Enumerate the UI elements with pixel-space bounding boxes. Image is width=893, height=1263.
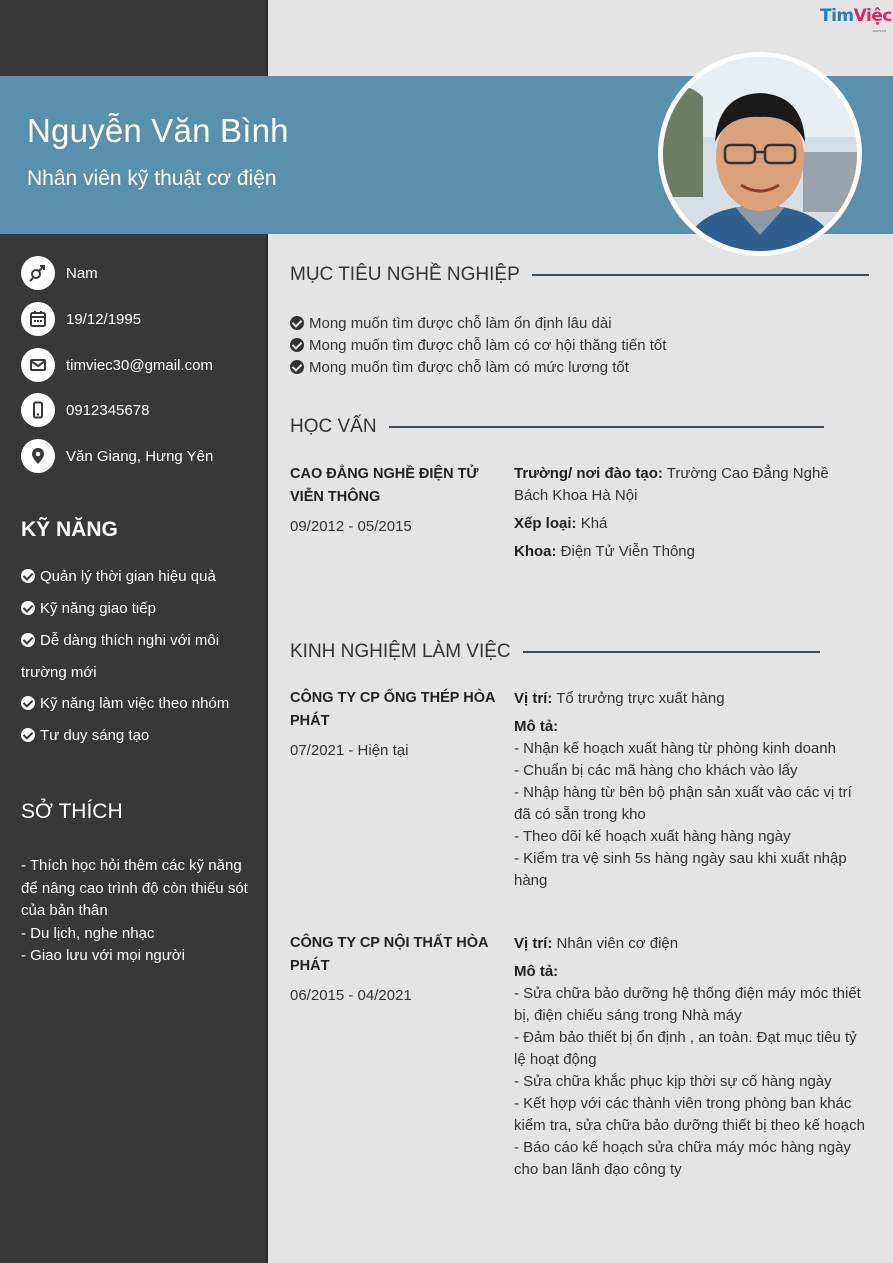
skill-item — [21, 625, 256, 689]
contact-email[interactable] — [21, 348, 261, 382]
logo-subtext: .com.vn — [872, 28, 887, 33]
candidate-job-title: Nhân viên kỹ thuật cơ điện — [27, 167, 277, 190]
skill-label: Dễ dàng thích nghi với môi trường mới — [21, 632, 220, 681]
phone-icon — [21, 393, 55, 427]
job-dates: 07/2021 - Hiện tại — [290, 742, 409, 759]
check-circle-icon — [21, 633, 35, 647]
job-desc-line: - Theo dõi kế hoạch xuất hàng hàng ngày — [514, 828, 791, 845]
job-desc-line: - Báo cáo kế hoạch sửa chữa máy móc hàng ngày cho ban lãnh đạo công ty — [514, 1139, 851, 1178]
hobbies-heading: SỞ THÍCH — [21, 800, 123, 823]
skill-item — [21, 720, 256, 752]
email-value[interactable]: timviec30@gmail.com — [66, 356, 213, 374]
job-details — [514, 933, 866, 1181]
check-circle-icon — [21, 569, 35, 583]
position-value: Tổ trưởng trực xuất hàng — [556, 690, 725, 707]
job-desc-line: - Sửa chữa bảo dưỡng hệ thống điện máy móc thiết bị, điện chiếu sáng trong Nhà máy — [514, 985, 861, 1024]
education-details — [514, 463, 866, 569]
skills-heading: KỸ NĂNG — [21, 518, 118, 541]
position-label: Vị trí: — [514, 935, 553, 952]
gender-icon — [21, 256, 55, 290]
section-rule — [532, 274, 869, 276]
job-desc-line: - Đảm bảo thiết bị ổn định , an toàn. Đạt mục tiêu tỷ lệ hoạt động — [514, 1029, 857, 1068]
skill-label: Quản lý thời gian hiệu quả — [40, 568, 216, 585]
job-desc-line: - Sửa chữa khắc phục kịp thời sự cố hàng ngày — [514, 1073, 832, 1090]
education-program: CAO ĐẲNG NGHỀ ĐIỆN TỬ VIỄN THÔNG — [290, 466, 479, 505]
education-heading — [290, 416, 824, 438]
experience-heading — [290, 641, 820, 663]
objective-text: Mong muốn tìm được chỗ làm ổn định lâu dài — [309, 315, 612, 332]
position-label: Vị trí: — [514, 690, 553, 707]
contact-birthday — [21, 302, 261, 336]
job-position-row — [514, 933, 866, 955]
logo-part-1: Tim — [820, 6, 854, 26]
education-left — [290, 463, 500, 535]
job-position-row — [514, 688, 866, 710]
experience-heading-text: KINH NGHIỆM LÀM VIỆC — [290, 641, 511, 662]
hobby-line: - Giao lưu với mọi người — [21, 947, 185, 964]
skill-item — [21, 561, 256, 593]
check-circle-icon — [290, 360, 304, 374]
grade-label: Xếp loại: — [514, 515, 577, 532]
objective-heading-text: MỤC TIÊU NGHỀ NGHIỆP — [290, 264, 520, 285]
check-circle-icon — [21, 696, 35, 710]
desc-label: Mô tả: — [514, 963, 559, 980]
position-value: Nhân viên cơ điện — [556, 935, 679, 952]
birthday-value: 19/12/1995 — [66, 310, 142, 328]
skill-label: Kỹ năng làm việc theo nhóm — [40, 695, 230, 712]
section-rule — [389, 426, 824, 428]
skill-item — [21, 688, 256, 720]
job-desc-line: - Nhận kế hoạch xuất hàng từ phòng kinh doanh — [514, 740, 836, 757]
education-heading-text: HỌC VẤN — [290, 416, 377, 437]
contact-address — [21, 439, 261, 473]
logo-part-2: Việc — [853, 6, 892, 26]
faculty-value: Điện Tử Viễn Thông — [560, 543, 695, 560]
job-desc-line: - Nhập hàng từ bên bộ phận sản xuất vào các vị trí đã có sẵn trong kho — [514, 784, 852, 823]
location-pin-icon — [21, 439, 55, 473]
desc-label: Mô tả: — [514, 718, 559, 735]
check-circle-icon — [290, 316, 304, 330]
school-value: Trường Cao Đẳng Nghề Bách Khoa Hà Nội — [514, 465, 829, 504]
job-desc-label — [514, 961, 866, 983]
gender-value: Nam — [66, 264, 98, 282]
skill-label: Tư duy sáng tạo — [40, 727, 150, 744]
calendar-icon — [21, 302, 55, 336]
objective-list — [290, 313, 666, 379]
envelope-icon — [21, 348, 55, 382]
hobby-line: - Thích học hỏi thêm các kỹ năng để nâng cao trình độ còn thiếu sót của bản thân — [21, 857, 248, 919]
job-left — [290, 932, 500, 1004]
job-desc-line: - Chuẩn bị các mã hàng cho khách vào lấy — [514, 762, 798, 779]
faculty-label: Khoa: — [514, 543, 557, 560]
education-faculty-row — [514, 541, 866, 563]
address-value: Văn Giang, Hưng Yên — [66, 447, 214, 465]
objective-text: Mong muốn tìm được chỗ làm có mức lương tốt — [309, 359, 629, 376]
phone-value[interactable]: 0912345678 — [66, 401, 150, 419]
objective-heading — [290, 264, 869, 286]
skill-label: Kỹ năng giao tiếp — [40, 600, 156, 617]
school-label: Trường/ nơi đào tạo: — [514, 465, 663, 482]
education-school-row — [514, 463, 866, 507]
job-dates: 06/2015 - 04/2021 — [290, 987, 412, 1004]
job-left — [290, 687, 500, 759]
objective-item — [290, 313, 666, 335]
education-grade-row — [514, 513, 866, 535]
check-circle-icon — [21, 601, 35, 615]
job-company: CÔNG TY CP NỘI THẤT HÒA PHÁT — [290, 935, 488, 974]
timviec-logo[interactable] — [820, 6, 892, 26]
hobby-line: - Du lịch, nghe nhạc — [21, 924, 155, 942]
contact-phone[interactable] — [21, 393, 261, 427]
candidate-name: Nguyễn Văn Bình — [27, 112, 289, 149]
objective-item — [290, 335, 666, 357]
skill-item — [21, 593, 256, 625]
section-rule — [523, 651, 820, 653]
contact-gender — [21, 256, 261, 290]
job-desc-line: - Kết hợp với các thành viên trong phòng ban khác kiểm tra, sửa chữa bảo dưỡng thiết bị theo kế hoạch — [514, 1095, 865, 1134]
check-circle-icon — [290, 338, 304, 352]
check-circle-icon — [21, 728, 35, 742]
objective-text: Mong muốn tìm được chỗ làm có cơ hội thăng tiến tốt — [309, 337, 667, 354]
objective-item — [290, 357, 666, 379]
job-company: CÔNG TY CP ỐNG THÉP HÒA PHÁT — [290, 690, 495, 729]
education-dates: 09/2012 - 05/2015 — [290, 518, 412, 535]
job-desc-label — [514, 716, 866, 738]
profile-photo — [658, 52, 862, 256]
job-details — [514, 688, 866, 892]
job-desc-line: - Kiểm tra vệ sinh 5s hàng ngày sau khi xuất nhập hàng — [514, 850, 847, 889]
grade-value: Khá — [580, 515, 608, 532]
hobbies-list — [21, 855, 257, 968]
